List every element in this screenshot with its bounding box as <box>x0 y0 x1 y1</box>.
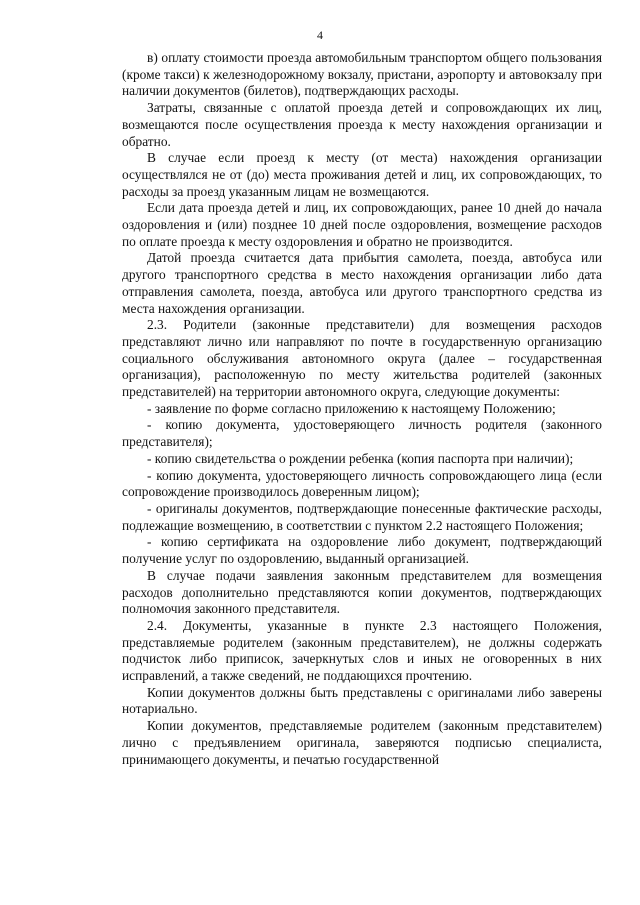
list-item-parent-id-copy: - копию документа, удостоверяющего личность родителя (законного представителя); <box>122 417 602 450</box>
paragraph-legal-representative: В случае подачи заявления законным представителем для возмещения расходов дополнительно представляются копии документов, подтверждающих полномочия законного представителя. <box>122 567 602 617</box>
document-body <box>122 50 602 768</box>
paragraph-travel-date-definition: Датой проезда считается дата прибытия самолета, поезда, автобуса или другого транспортного средства в место нахождения организации либо дата отправления самолета, поезда, автобуса или другого транспортного средства из места нахождения организации. <box>122 250 602 316</box>
paragraph-travel-not-from-residence: В случае если проезд к месту (от места) нахождения организации осуществлялся не от (до) места проживания детей и лиц, их сопровождающих, то расходы за проезд указанным лицам не возмещаются. <box>122 150 602 199</box>
list-item-original-expense-documents: - оригиналы документов, подтверждающие понесенные фактические расходы, подлежащие возмещению, в соответствии с пунктом 2.2 настоящего Положения; <box>122 500 602 533</box>
paragraph-transport-payment: в) оплату стоимости проезда автомобильным транспортом общего пользования (кроме такси) к железнодорожному вокзалу, пристани, аэропорту и автовокзалу при наличии документов (билетов), подтверждающих расходы. <box>122 50 602 99</box>
paragraph-section-2-3: 2.3. Родители (законные представители) для возмещения расходов представляют лично или направляют по почте в государственную организацию социального обслуживания автономного округа (далее – государственная организация), расположенную по месту жительства родителей (законных представителей) на территории автономного округа, следующие документы: <box>122 317 602 400</box>
page-number: 4 <box>317 28 323 42</box>
paragraph-notarized-copies: Копии документов должны быть представлены с оригиналами либо заверены нотариально. <box>122 684 602 717</box>
paragraph-copy-certification: Копии документов, представляемые родителем (законным представителем) лично с предъявлением оригинала, заверяются подписью специалиста, принимающего документы, и печатью государственной <box>122 718 602 767</box>
paragraph-costs-reimbursed: Затраты, связанные с оплатой проезда детей и сопровождающих их лиц, возмещаются после осуществления проезда к месту нахождения организации и обратно. <box>122 100 602 149</box>
paragraph-section-2-4: 2.4. Документы, указанные в пункте 2.3 настоящего Положения, представляемые родителем (законным представителем), не должны содержать подчисток либо приписок, зачеркнутых слов и иных не оговоренных в них исправлений, а также сведений, не поддающихся прочтению. <box>122 617 602 684</box>
list-item-certificate-copy: - копию сертификата на оздоровление либо документ, подтверждающий получение услуг по оздоровлению, выданный организацией. <box>122 534 602 567</box>
list-item-birth-certificate-copy: - копию свидетельства о рождении ребенка (копия паспорта при наличии); <box>147 450 574 466</box>
list-item-application: - заявление по форме согласно приложению к настоящему Положению; <box>147 400 556 416</box>
list-item-escort-id-copy: - копию документа, удостоверяющего личность сопровождающего лица (если сопровождение производилось доверенным лицом); <box>122 467 602 500</box>
paragraph-ten-day-rule: Если дата проезда детей и лиц, их сопровождающих, ранее 10 дней до начала оздоровления и (или) позднее 10 дней после оздоровления, возмещение расходов по оплате проезда к месту оздоровления и обратно не производится. <box>122 200 602 249</box>
